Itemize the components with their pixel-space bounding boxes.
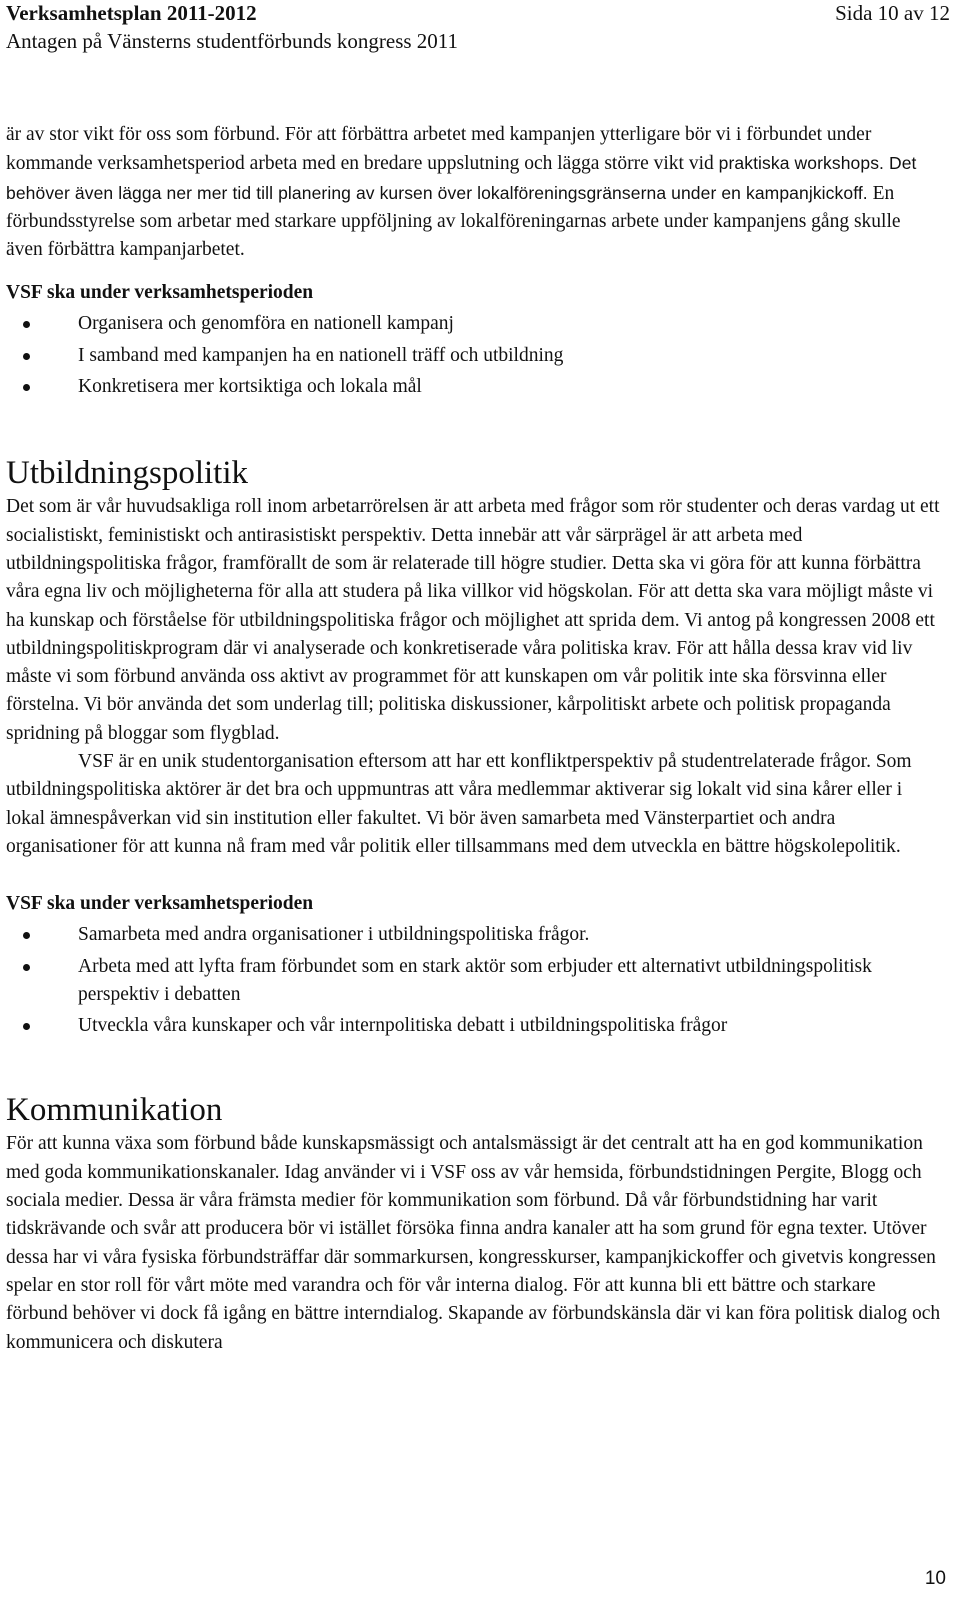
list-item: Utveckla våra kunskaper och vår internpolitiska debatt i utbildningspolitiska frågor bbox=[6, 1012, 942, 1040]
education-paragraph-2: VSF är en unik studentorganisation eftersom att har ett konfliktperspektiv på studentrelaterade frågor. Som utbildningspolitiska aktörer är det bra och uppmuntras att våra medlemmar aktiverar sig lokalt vid sina kårer eller i lokal ämnespåverkan vid sin institution eller fakultet. Vi bör även samarbeta med Vänsterpartiet och andra organisationer för att kunna nå fram med vår politik eller tillsammans med dem utveckla en bättre högskolepolitik. bbox=[6, 751, 912, 857]
intro-text-c: En förbundsstyrelse som arbetar med starkare uppföljning av lokalföreningarnas arbete under kampanjens gång skulle även förbättra kampanjarbetet. bbox=[6, 182, 901, 261]
communication-paragraph: För att kunna växa som förbund både kunskapsmässigt och antalsmässigt är det centralt att ha en god kommunikation med goda kommunikationskanaler. Idag använder vi i VSF oss av vår hemsida, förbundstidningen Pergite, Blogg och sociala medier. Dessa är våra främsta medier för kommunikation som förbund. Då vår förbundstidning har varit tidskrävande och svår att producera bör vi istället försöka finna andra kanaler att ha som grund för egna texter. Utöver dessa har vi våra fysiska förbundsträffar där sommarkursen, kongresskurser, kampanjkickoffer och givetvis kongressen spelar en stor roll för vårt möte med varandra och för vår interna dialog. För att kunna bli ett bättre och starkare förbund behöver vi dock få igång en bättre interndialog. Skapande av förbundskänsla där vi kan föra politisk dialog och kommunicera och diskutera bbox=[6, 1133, 941, 1353]
bullet-icon bbox=[23, 964, 30, 971]
document-title: Verksamhetsplan 2011-2012 bbox=[6, 1, 257, 25]
goals-heading-1: VSF ska under verksamhetsperioden bbox=[6, 282, 314, 304]
intro-text-b: praktiska workshops. Det behöver även lägga ner mer tid till planering av kursen över lokalföreningsgränserna under en kampanjkickoff. bbox=[6, 153, 917, 203]
intro-paragraph bbox=[6, 121, 942, 264]
bullet-icon bbox=[23, 384, 30, 391]
list-item: Organisera och genomföra en nationell kampanj bbox=[6, 310, 942, 338]
section-heading-education: Utbildningspolitik bbox=[6, 455, 249, 492]
list-item: I samband med kampanjen ha en nationell träff och utbildning bbox=[6, 342, 942, 370]
section-heading-communication: Kommunikation bbox=[6, 1092, 223, 1129]
bullet-icon bbox=[23, 1023, 30, 1030]
intro-text-a: är av stor vikt för oss som förbund. För att förbättra arbetet med kampanjen ytterligare bör vi i förbundet under kommande verksamhetsperiod arbeta med en bredare uppslutning och lägga större vikt vid bbox=[6, 124, 872, 175]
page-number: 10 bbox=[924, 1568, 946, 1589]
list-item: Konkretisera mer kortsiktiga och lokala mål bbox=[6, 373, 942, 401]
page-indicator: Sida 10 av 12 bbox=[835, 1, 950, 25]
document-subtitle: Antagen på Vänsterns studentförbunds kongress 2011 bbox=[6, 29, 459, 53]
bullet-icon bbox=[23, 321, 30, 328]
list-item: Samarbeta med andra organisationer i utbildningspolitiska frågor. bbox=[6, 921, 942, 949]
list-item: Arbeta med att lyfta fram förbundet som en stark aktör som erbjuder ett alternativt utbildningspolitisk perspektiv i debatten bbox=[6, 953, 942, 1010]
goals-list-1 bbox=[6, 310, 942, 401]
document-body bbox=[6, 121, 942, 1357]
education-paragraph-1: Det som är vår huvudsakliga roll inom arbetarrörelsen är att arbeta med frågor som rör studenter och deras vardag ut ett socialistiskt, feministiskt och antirasistiskt perspektiv. Detta innebär att vår särprägel är att arbeta med utbildningspolitiska frågor, framförallt de som är relaterade till högre studier. Detta ska vi göra för att kunna förbättra våra egna liv och möjligheterna för alla att studera på lika villkor vid högskolan. För att detta ska vara möjligt måste vi ha kunskap och förståelse för utbildningspolitiska frågor och möjlighet att sprida dem. Vi antog på kongressen 2008 ett utbildningspolitiskprogram där vi analyserade och konkretiserade våra politiska krav. För att hålla dessa krav vid liv måste vi som förbund använda oss aktivt av programmet för att kunskapen om vår politik inte ska försvinna eller förstelna. Vi bör använda det som underlag till; politiska diskussioner, kårpolitiskt arbete och politisk propaganda spridning på bloggar som flygblad. bbox=[6, 496, 940, 744]
bullet-icon bbox=[23, 932, 30, 939]
bullet-icon bbox=[23, 353, 30, 360]
goals-list-2 bbox=[6, 921, 942, 1040]
goals-heading-2: VSF ska under verksamhetsperioden bbox=[6, 893, 314, 915]
